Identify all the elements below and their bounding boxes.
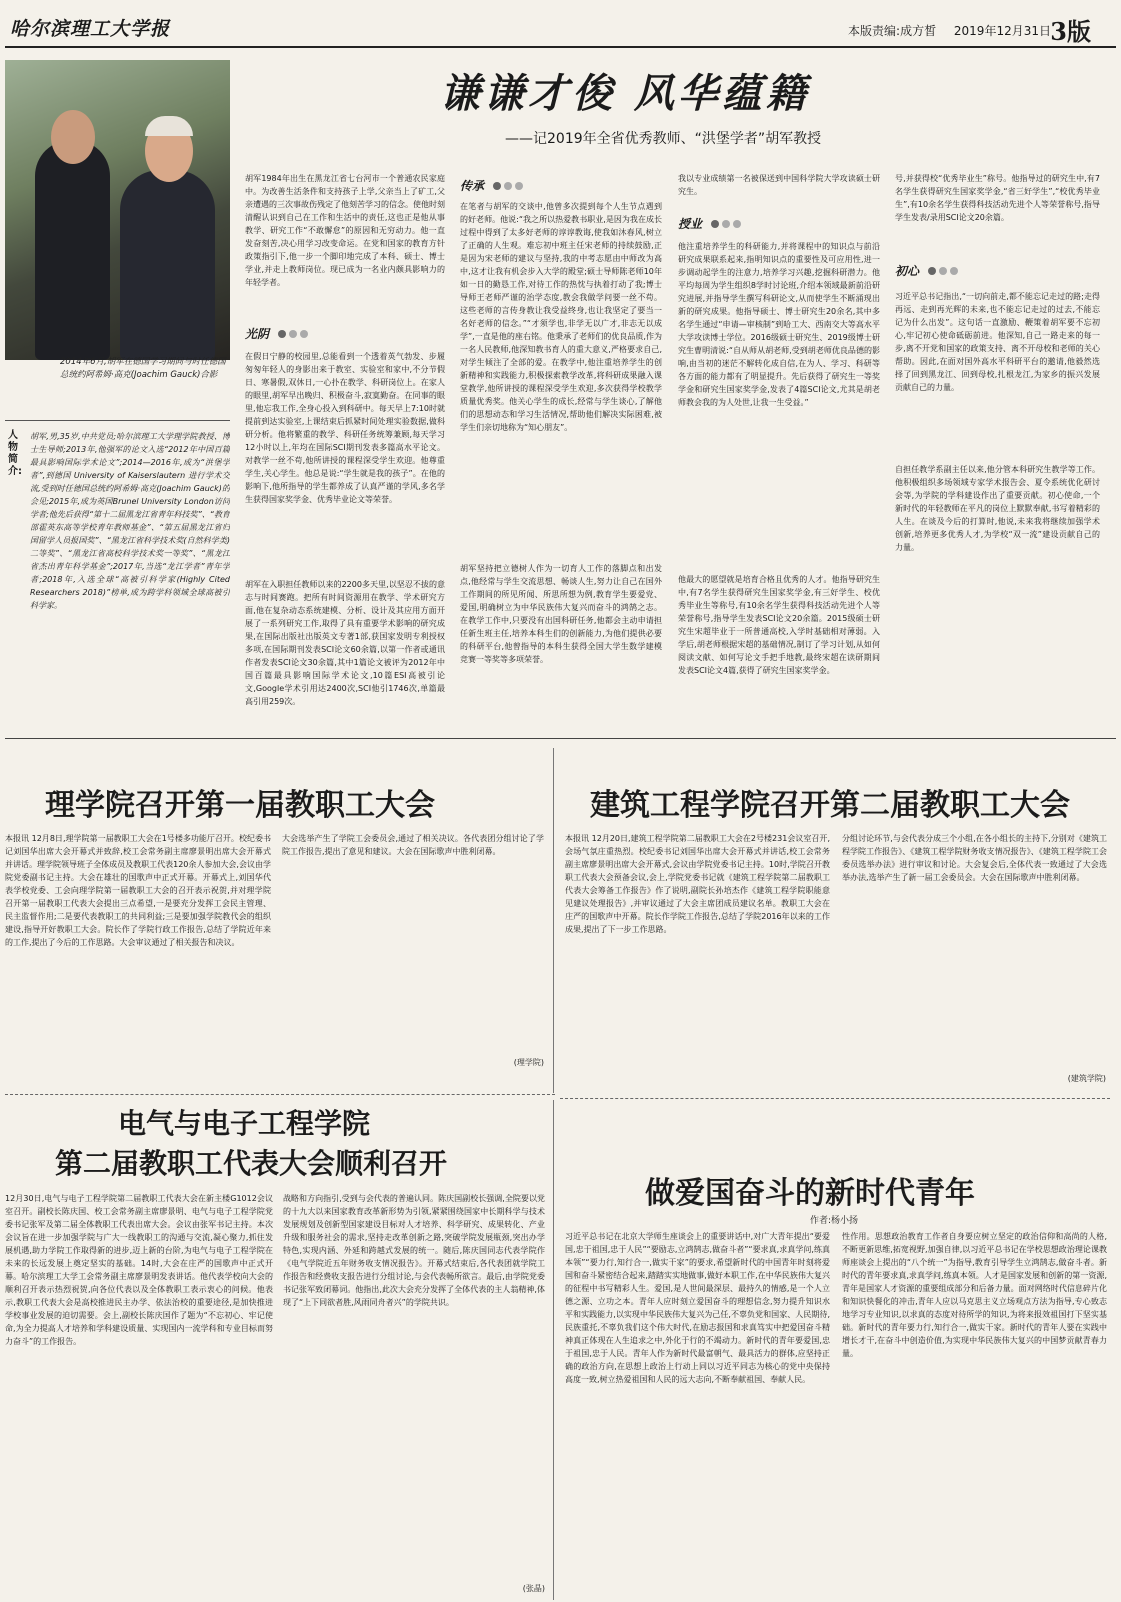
feature-col3-intro: 我以专业成绩第一名被保送到中国科学院大学攻读硕士研究生。 (678, 174, 880, 196)
caption-rule (5, 420, 230, 421)
feature-subtitle: ——记2019年全省优秀教师、“洪堡学者”胡军教授 (505, 131, 822, 147)
section-heading-shouye (678, 215, 744, 232)
article-body-science: 本报讯 12月8日,理学院第一届教职工大会在1号楼多功能厅召开。校纪委书记刘国华出席大会开幕式并致辞,校工会常务副主席廖景明出席大会开幕式并讲话。理学院领导班子全体成员及教职工代表120余人参加大会,会议由学院党委副书记主持。大会在雄壮的国歌声中正式开幕。开幕式上,刘国华代表学校党委、工会向理学院第一届教职工大会的召开表示祝贺,并对理学院召开第一届教职工代表大会提出三点希望,一是要充分发挥工会民主管理、民主监督作用;二是要代表教职工的共同利益;三是要加强学院教代会的组织建设,指导开好教职工大会。院长作了学院行政工作报告,总结了学院近年来的工作,提出了今后的工作思路。大会审议通过了相关报告和决议。 (5, 834, 271, 947)
masthead: 哈尔滨理工大学报 (10, 18, 171, 40)
feature-col3-body2: 他最大的愿望就是培育合格且优秀的人才。他指导研究生中,有7名学生获得研究生国家奖学金,有三好学生、校优秀毕业生等称号,有10余名学生获得科技活动先进个人等荣誉称号,指导学生发表SCI论文20余篇。2015级硕士研究生宋超毕业于一所普通高校,入学时基础相对薄弱。入学后,胡老师根据宋超的基础情况,制订了学习计划,从如何阅读文献、如何写论文手把手地教,最终宋超在读研期间发表SCI论文4篇,获得了研究生国家奖学金。 (678, 575, 880, 675)
article-byline-electrical: (张晶) (522, 1584, 545, 1593)
feature-col4-intro: 号,并获得校“优秀毕业生”称号。他指导过的研究生中,有7名学生获得研究生国家奖学金,“省三好学生”,“校优秀毕业生”,有10余名学生获得科技活动先进个人等荣誉称号,指导学生发表/录用SCI论文20余篇。 (895, 174, 1100, 222)
section-label: 传承 (460, 179, 485, 193)
person-right (120, 170, 215, 360)
section-dots (928, 264, 961, 278)
article-author-youth: 作者:杨小扬 (810, 1216, 859, 1226)
article-body2-youth: 性作用。思想政治教育工作者自身要应树立坚定的政治信仰和高尚的人格,不断更新思维,拓宽视野,加强自律,以习近平总书记在学校思想政治理论课教师座谈会上提出的“八个统一”为指导,教育引导学生立鸿鹄志,做奋斗者。新时代的青年要求真,求真学问,练真本领。人才是国家发展和创新的第一资源,青年是国家人才资源的重要组成部分和后备力量。面对网络时代信息碎片化和知识快餐化的冲击,青年人应以马克思主义立场观点方法为指导,专心致志地学习专业知识,以求真的态度对待所学的知识,为将来报效祖国打下坚实基础。新时代的青年要力行,知行合一,做实干家。新时代的青年人要在实践中增长才干,在奋斗中创造价值,为实现中华民族伟大复兴的中国梦贡献青春力量。 (842, 1232, 1107, 1358)
article-divider-left (5, 1094, 555, 1095)
article-title-electrical-line2: 第二届教职工代表大会顺利召开 (55, 1147, 448, 1180)
article-divider-right (560, 1098, 1110, 1099)
feature-col3-body: 他注重培养学生的科研能力,并将课程中的知识点与前沿研究成果联系起来,指明知识点的重要性及可应用性,进一步调动起学生的注意力,培养学习兴趣,挖掘科研潜力。他平均每周为学生组织8学时讨论班,介绍本领域最新前沿研究进展,并指导学生撰写科研论文,从而使学生不断涌现出新的研究成果。他指导硕士、博士研究生20余名,其中多名学生通过“申请—审核制”到哈工大、西南交大等高水平大学攻读博士学位。2016级硕士研究生、2019级博士研究生曹明清说:“自从师从胡老师,受到胡老师优良品德的影响,由当初的迷茫不解转化成自信,在为人、学习、科研等各方面的能力都有了明显提升。先后获得了研究生一等奖学金和研究生国家奖学金,发表了4篇SCI论文,尤其是胡老师教会我的为人处世,让我一生受益。” (678, 242, 880, 407)
article-body2-electrical: 战略和方向指引,受到与会代表的普遍认同。陈庆国副校长强调,全院要以党的十九大以来国家教育改革新形势为引领,紧紧围绕国家中长期科学与技术发展规划及创新型国家建设目标对人才培养、科学研究、成果转化、产业升级和服务社会的需求,坚持走改革创新之路,突破学院发展瓶颈,突出办学特色,实现内涵、外延和跨越式发展的统一。随后,陈庆国同志代表学院作《电气学院近五年财务收支情况报告》。开幕式结束后,各代表团就学院工作报告和经费收支报告进行分组讨论,与会代表畅所欲言。最后,由学院党委书记张军致闭幕词。他指出,此次大会充分发挥了全体代表的主人翁精神,体现了“上下同欲者胜,风雨同舟者兴”的学院共识。 (283, 1194, 545, 1307)
person-left-head (51, 110, 95, 164)
section-heading-chuancheng (460, 177, 526, 194)
article-byline-science: (理学院) (513, 1058, 544, 1067)
section-label: 授业 (678, 217, 703, 231)
article-body-electrical: 12月30日,电气与电子工程学院第二届教职工代表大会在新主楼G1012会议室召开。副校长陈庆国、校工会常务副主席廖景明、电气与电子工程学院党委书记张军及第二届全体教职工代表出席大会。会议由张军书记主持。本次会议旨在进一步加强学院与广大一线教职工的沟通与交流,凝心聚力,抓住发展机遇,助力学院工作取得新的进步,迈上新的台阶,为电气与电子工程学院在未来的长远发展上奠定坚实的基础。14时,大会在庄严的国歌声中正式开幕。哈尔滨理工大学工会常务副主席廖景明发表讲话。他代表学校向大会的顺利召开表示热烈祝贺,向各位代表以及全体教职工表示衷心的问候。他表示,教职工代表大会是高校推进民主办学、依法治校的重要途径,是加快推进学校事业发展的迫切需要。会上,副校长陈庆国作了题为“不忘初心、牢记使命,为全力提高人才培养和学科建设质量、实现国内一流学科和专业目标而努力奋斗”的工作报告。 (5, 1194, 273, 1346)
feature-col1-body: 在假日宁静的校园里,总能看到一个透着英气勃发、步履匆匆年轻人的身影出来于教室、实验室和家中,不分节假日、寒暑假,双休日,一心扑在教学、科研岗位上。在家人的眼里,胡军早出晚归、积极奋斗,寂寞勤奋。在同事的眼里,他忘我工作,全身心投入到科研中。每天早上7:10时就提前到达实验室,上课结束后抓紧时间处理实验数据,做科研分析。他将繁重的教学、科研任务统筹兼顾,每天学习12小时以上,年均在国际SCI期刊发表多篇高水平论文。对教学一丝不苟,他所讲授的课程深受学生欢迎。他尊重学生,关心学生。他总是说:“学生就是我的孩子”。在他的影响下,他所指导的学生都养成了认真严谨的学风,多名学生获得国家奖学金、优秀毕业论文等荣誉。 (245, 352, 445, 504)
profile-label: 人物简介: (8, 430, 22, 477)
header-info (834, 22, 1051, 39)
article-title-youth: 做爱国奋斗的新时代青年 (645, 1176, 975, 1211)
header-rule (5, 46, 1116, 48)
section-label: 光阴 (245, 327, 270, 341)
section-heading-guangyin (245, 325, 311, 342)
section-dots (493, 179, 526, 193)
article-body-architecture: 本报讯 12月20日,建筑工程学院第二届教职工大会在2号楼231会议室召开,会场气氛庄重热烈。校纪委书记刘国华出席大会开幕式并讲话,校工会常务副主席廖景明出席大会开幕式,会议由学院党委书记主持。10时,学院召开教职工代表大会预备会议,会上,学院党委书记就《建筑工程学院第二届教职工代表大会筹备工作报告》作了说明,副院长孙培杰作《建筑工程学院职能意见建议处理报告》,并审议通过了大会主席团成员建议名单。教职工大会在庄严的国歌声中开幕。院长作学院工作报告,总结了学院2016年以来的工作成果,提出了下一步工作思路。 (565, 834, 830, 934)
feature-col2-body: 在笔者与胡军的交谈中,他曾多次提到每个人生节点遇到的好老师。他说:“我之所以热爱教书职业,是因为我在成长过程中得到了太多好老师的谆谆教诲,使我如沐春风,树立了正确的人生观。难忘初中班主任宋老师的持续鼓励,正是因为宋老师的建议与坚持,我的中考志愿由中师改为高中,这才让我有机会步入大学的殿堂;硕士导师陈老师10年如一日的勤恳工作,对待工作的热忱与执着打动了我;博士导师王老师严谨的治学态度,教会我做学问要一丝不苟。这些老师的言传身教让我受益终身,也让我坚定了要当一名好老师的信念。”“才须学也,非学无以广才,非志无以成学”,一直是他的座右铭。他秉承了老师们的优良品质,作为一名人民教师,他深知教书育人的重大意义,严格要求自己,对学生倾注了全部的爱。在教学中,他注重培养学生的创新精神和实践能力,积极探索教学改革,将科研成果融入课堂教学,他所讲授的课程深受学生欢迎,多次获得学校教学质量优秀奖。他关心学生的成长,经常与学生谈心,了解他们的思想动态和学习生活情况,帮助他们解决实际困难,被学生们亲切地称为“知心朋友”。 (460, 202, 662, 432)
column-divider (553, 748, 554, 1093)
feature-title: 谦谦才俊 风华蕴籍 (440, 70, 810, 117)
article-body-youth: 习近平总书记在北京大学师生座谈会上的重要讲话中,对广大青年提出“要爱国,忠于祖国,忠于人民”“要励志,立鸿鹄志,做奋斗者”“要求真,求真学问,练真本领”“要力行,知行合一,做实干家”的要求,希望新时代的中国青年时刻将爱国和奋斗紧密结合起来,踏踏实实地做事,做好本职工作,在中华民族伟大复兴的征程中书写精彩人生。爱国,是人世间最深层、最持久的情感,是一个人立德之源、立功之本。青年人应时刻立爱国奋斗的理想信念,努力提升知识水平和实践能力,以实现中华民族伟大复兴为己任,不辜负党和国家、人民期待,民族重托,不辜负我们这个伟大时代,在励志报国和求真笃实中把爱国奋斗精神真正体现在人生追求之中,外化于行的不竭动力。新时代的青年要爱国,忠于祖国,忠于人民。青年人作为新时代最富朝气、最具活力的群体,应坚持正确的政治方向,在思想上政治上行动上同以习近平同志为核心的党中央保持高度一致,树立热爱祖国和人民的远大志向,不断奉献祖国、奉献人民。 (565, 1232, 830, 1384)
person-left (35, 140, 110, 360)
section-dots (278, 327, 311, 341)
section-heading-chuxin (895, 262, 961, 279)
issue-date: 2019年12月31日 (953, 24, 1051, 38)
article-title-architecture: 建筑工程学院召开第二届教职工大会 (590, 788, 1070, 823)
article-body2-science: 大会选举产生了学院工会委员会,通过了相关决议。各代表团分组讨论了学院工作报告,提出了意见和建议。大会在国际歌声中胜利闭幕。 (282, 834, 544, 856)
page-editor: 本版责编:成方皙 (848, 24, 937, 38)
feature-col4-body: 习近平总书记指出,“一切向前走,都不能忘记走过的路;走得再远、走到再光辉的未来,也不能忘记走过的过去,不能忘记为什么出发”。这句话一直激励、鞭策着胡军要不忘初心,牢记初心使命砥砺前进。他深知,自己一路走来的每一步,离不开党和国家的政策支持、离不开母校和老师的关心帮助。因此,在面对国外高水平科研平台的邀请,他毅然选择了回到黑龙江、回到母校,扎根龙江,为家乡的振兴发展贡献自己的力量。 (895, 292, 1100, 392)
photo-caption: 2014年6月,胡军在德国学习期间与时任德国总统约阿希姆·高克(Joachim Gauck)合影 (60, 357, 226, 380)
feature-bottom-rule (5, 738, 1116, 739)
article-title-science: 理学院召开第一届教职工大会 (45, 788, 435, 823)
feature-col4-body2: 自担任教学系副主任以来,他分管本科研究生教学等工作。他积极组织多场领域专家学术报告会、夏令系统优化研讨会等,为学院的学科建设作出了重要贡献。初心使命,一个新时代的年轻教师在平凡的岗位上默默奉献,书写着精彩的人生。在谈及今后的打算时,他说,未来我将继续加强学术创新,培养更多优秀人才,为学校“双一流”建设贡献自己的力量。 (895, 465, 1100, 552)
column-divider-lower (553, 1100, 554, 1600)
feature-col1-intro: 胡军1984年出生在黑龙江省七台河市一个普通农民家庭中。为改善生活条件和支持孩子上学,父亲当上了矿工,父亲遭遇的三次事故伤残定了他刻苦学习的信念。使他时刻清醒认识到自己在工作和生活中的责任,这也正是他从事教学、研究工作“不敢懈怠”的原因和无穷动力。他一直发奋刻苦,决心用学习改变命运。在党和国家的教育方针政策指引下,他一步一个脚印地完成了本科、硕士、博士学业,并走上教师岗位。现已成为一名业内颇具影响力的年轻学者。 (245, 174, 445, 287)
page-number: 3版 (1050, 17, 1091, 46)
article-byline-architecture: (建筑学院) (1067, 1074, 1106, 1083)
article-body2-architecture: 分组讨论环节,与会代表分成三个小组,在各小组长的主持下,分别对《建筑工程学院工作报告》、《建筑工程学院财务收支情况报告》、《建筑工程学院工会委员选举办法》进行审议和讨论。大会复会后,全体代表一致通过了大会选举办法,选举产生了新一届工会委员会。大会在国际歌声中胜利闭幕。 (842, 834, 1107, 882)
section-dots (711, 217, 744, 231)
feature-col2-body2: 胡军坚持把立德树人作为一切育人工作的落脚点和出发点,他经常与学生交流思想、畅谈人生,努力让自己在国外工作期间的所见所闻、所思所想为例,教育学生要爱党、爱国,明确树立为中华民族伟大复兴而奋斗的鸿鹄之志。在教学工作中,只要没有出国科研任务,他都会主动申请担任新生班主任,培养本科生们的创新能力,为他们提供必要的科研平台,他曾指导的本科生获得全国大学生数学建模竞赛一等奖等多项荣誉。 (460, 564, 662, 664)
feature-col1-body2: 胡军在入职担任教师以来的2200多天里,以坚忍不拔的意志与时间赛跑。把所有时间资源用在教学、学术研究方面,他在复杂动态系统建模、分析、设计及其应用方面开展了一系列研究工作,取得了具有重要学术影响的研究成果,在国际出版社出版英文专著1部,获国家发明专利授权多项,在国际期刊发表SCI论文60余篇,以第一作者或通讯作者发表SCI论文30余篇,其中1篇论文被评为2012年中国百篇最具影响国际学术论文,10篇ESI高被引论文,Google学术引用达2400次,SCI他引1746次,单篇最高引用259次。 (245, 580, 445, 706)
article-title-electrical-line1: 电气与电子工程学院 (118, 1107, 371, 1140)
profile-text: 胡军,男,35岁,中共党员;哈尔滨理工大学理学院教授、博士生导师;2013年,他强军的论文入选“2012年中国百篇最具影响国际学术论文”;2014—2016年,成为“洪堡学者”,到德国 University of Kaiserslautern 进行学术交流,受到时任德国总统约阿希姆·高克(Joachim Gauck)的会见;2015年,成为英国Brunel University London访问学者;他先后获得“第十二届黑龙江省青年科技奖”、“教育部霍英东高等学校青年教师基金”、“第五届黑龙江省归国留学人员报国奖”、“黑龙江省科学技术奖(自然科学类)二等奖”、“黑龙江省高校科学技术奖一等奖”、“黑龙江省杰出青年科学基金”;2017年,当选“龙江学者”青年学者;2018年,入选全球“高被引科学家(Highly Cited Researchers 2018)”榜单,成为跨学科领域全球高被引科学家。 (30, 432, 230, 610)
feature-photo (5, 60, 230, 360)
person-right-hair (145, 116, 193, 136)
section-label: 初心 (895, 264, 920, 278)
